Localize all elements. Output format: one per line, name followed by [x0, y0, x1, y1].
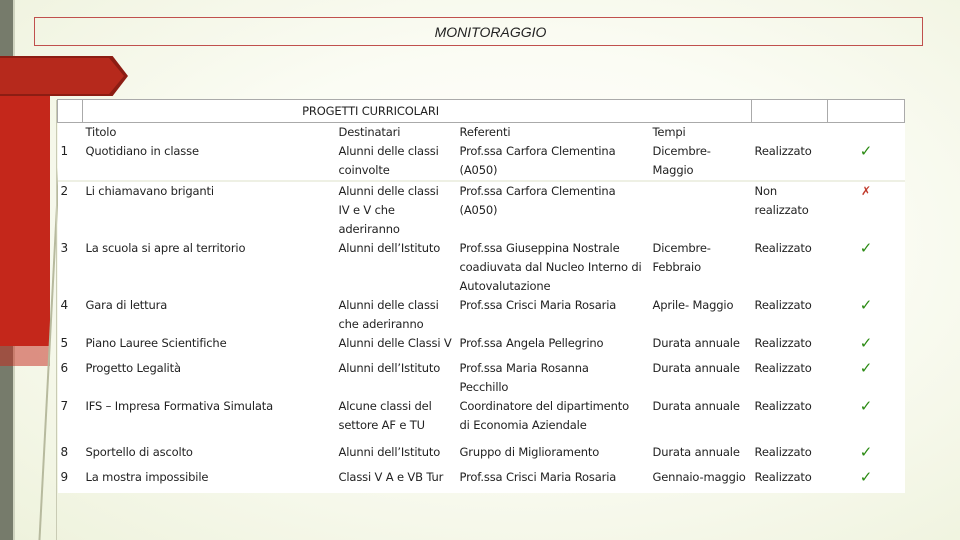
- row-stato: Realizzato: [752, 443, 828, 468]
- check-icon: ✓: [828, 397, 905, 435]
- row-num: 4: [58, 296, 83, 334]
- row-stato: Realizzato: [752, 296, 828, 334]
- slide-title: MONITORAGGIO: [434, 23, 547, 40]
- red-side-bar: [0, 96, 50, 346]
- check-icon: ✓: [828, 468, 905, 493]
- row-destinatari: Classi V A e VB Tur: [336, 468, 457, 493]
- row-destinatari: Alunni dell’Istituto: [336, 239, 457, 296]
- row-title: Progetto Legalità: [83, 359, 336, 397]
- header-cell-stato: [752, 100, 828, 123]
- row-tempi: Durata annuale: [650, 397, 752, 435]
- row-referenti: Prof.ssa Maria Rosanna Pecchillo: [457, 359, 650, 397]
- row-title: Gara di lettura: [83, 296, 336, 334]
- row-tempi: Durata annuale: [650, 334, 752, 359]
- check-icon: ✓: [828, 123, 905, 181]
- row-tempi: Durata annuale: [650, 359, 752, 397]
- row-num: 6: [58, 359, 83, 397]
- row-tempi: Gennaio-maggio: [650, 468, 752, 493]
- table-row: [58, 397, 905, 435]
- table-row: [58, 123, 905, 181]
- row-stato: Realizzato: [752, 123, 828, 181]
- row-stato: Realizzato: [752, 334, 828, 359]
- row-destinatari: Destinatari Alunni delle classi coinvolte: [336, 123, 457, 181]
- row-num: 1: [58, 123, 83, 181]
- check-icon: ✓: [828, 443, 905, 468]
- header-cell-num: [58, 100, 83, 123]
- row-referenti: Prof.ssa Angela Pellegrino: [457, 334, 650, 359]
- row-tempi: [650, 182, 752, 239]
- row-stato: Non realizzato: [752, 182, 828, 239]
- row-stato: Realizzato: [752, 359, 828, 397]
- row-title: Sportello di ascolto: [83, 443, 336, 468]
- row-title: Titolo Quotidiano in classe: [83, 123, 336, 181]
- row-destinatari: Alunni dell’Istituto: [336, 359, 457, 397]
- row-referenti: Prof.ssa Crisci Maria Rosaria: [457, 468, 650, 493]
- row-title: La scuola si apre al territorio: [83, 239, 336, 296]
- table-header-row: [58, 100, 905, 123]
- row-tempi: Durata annuale: [650, 443, 752, 468]
- header-cell-mark: [828, 100, 905, 123]
- row-num: 5: [58, 334, 83, 359]
- row-title: IFS – Impresa Formativa Simulata: [83, 397, 336, 435]
- row-tempi: Aprile- Maggio: [650, 296, 752, 334]
- check-icon: ✓: [828, 359, 905, 397]
- row-num: 7: [58, 397, 83, 435]
- row-stato: Realizzato: [752, 239, 828, 296]
- table-row: [58, 239, 905, 296]
- row-title: Li chiamavano briganti: [83, 182, 336, 239]
- table-row: [58, 334, 905, 359]
- row-destinatari: Alunni delle Classi V: [336, 334, 457, 359]
- row-title: Piano Lauree Scientifiche: [83, 334, 336, 359]
- check-icon: ✓: [828, 239, 905, 296]
- row-referenti: Prof.ssa Carfora Clementina (A050): [457, 182, 650, 239]
- check-icon: ✓: [828, 296, 905, 334]
- row-num: 9: [58, 468, 83, 493]
- row-title: La mostra impossibile: [83, 468, 336, 493]
- row-stato: Realizzato: [752, 468, 828, 493]
- row-num: 3: [58, 239, 83, 296]
- cross-icon: ✗: [828, 182, 905, 239]
- row-referenti: Prof.ssa Giuseppina Nostrale coadiuvata dal Nucleo Interno di Autovalutazione: [457, 239, 650, 296]
- row-referenti: Referenti Prof.ssa Carfora Clementina (A050): [457, 123, 650, 181]
- table-row: [58, 359, 905, 397]
- projects-table: [57, 99, 905, 493]
- table-row: [58, 182, 905, 239]
- row-num: 2: [58, 182, 83, 239]
- row-referenti: Coordinatore del dipartimento di Economia Aziendale: [457, 397, 650, 435]
- row-stato: Realizzato: [752, 397, 828, 435]
- check-icon: ✓: [828, 334, 905, 359]
- row-destinatari: Alcune classi del settore AF e TU: [336, 397, 457, 435]
- arrow-decor-inner: [0, 58, 124, 94]
- table-header: PROGETTI CURRICOLARI: [83, 100, 752, 123]
- slide-title-box: [34, 17, 923, 46]
- table-row: [58, 443, 905, 468]
- row-destinatari: Alunni delle classi IV e V che aderiranno: [336, 182, 457, 239]
- row-destinatari: Alunni delle classi che aderiranno: [336, 296, 457, 334]
- table-row: [58, 468, 905, 493]
- row-referenti: Gruppo di Miglioramento: [457, 443, 650, 468]
- row-num: 8: [58, 443, 83, 468]
- row-tempi: Tempi Dicembre- Maggio: [650, 123, 752, 181]
- row-destinatari: Alunni dell’Istituto: [336, 443, 457, 468]
- red-side-bar-fade: [0, 346, 50, 366]
- table-row: [58, 296, 905, 334]
- row-referenti: Prof.ssa Crisci Maria Rosaria: [457, 296, 650, 334]
- row-tempi: Dicembre- Febbraio: [650, 239, 752, 296]
